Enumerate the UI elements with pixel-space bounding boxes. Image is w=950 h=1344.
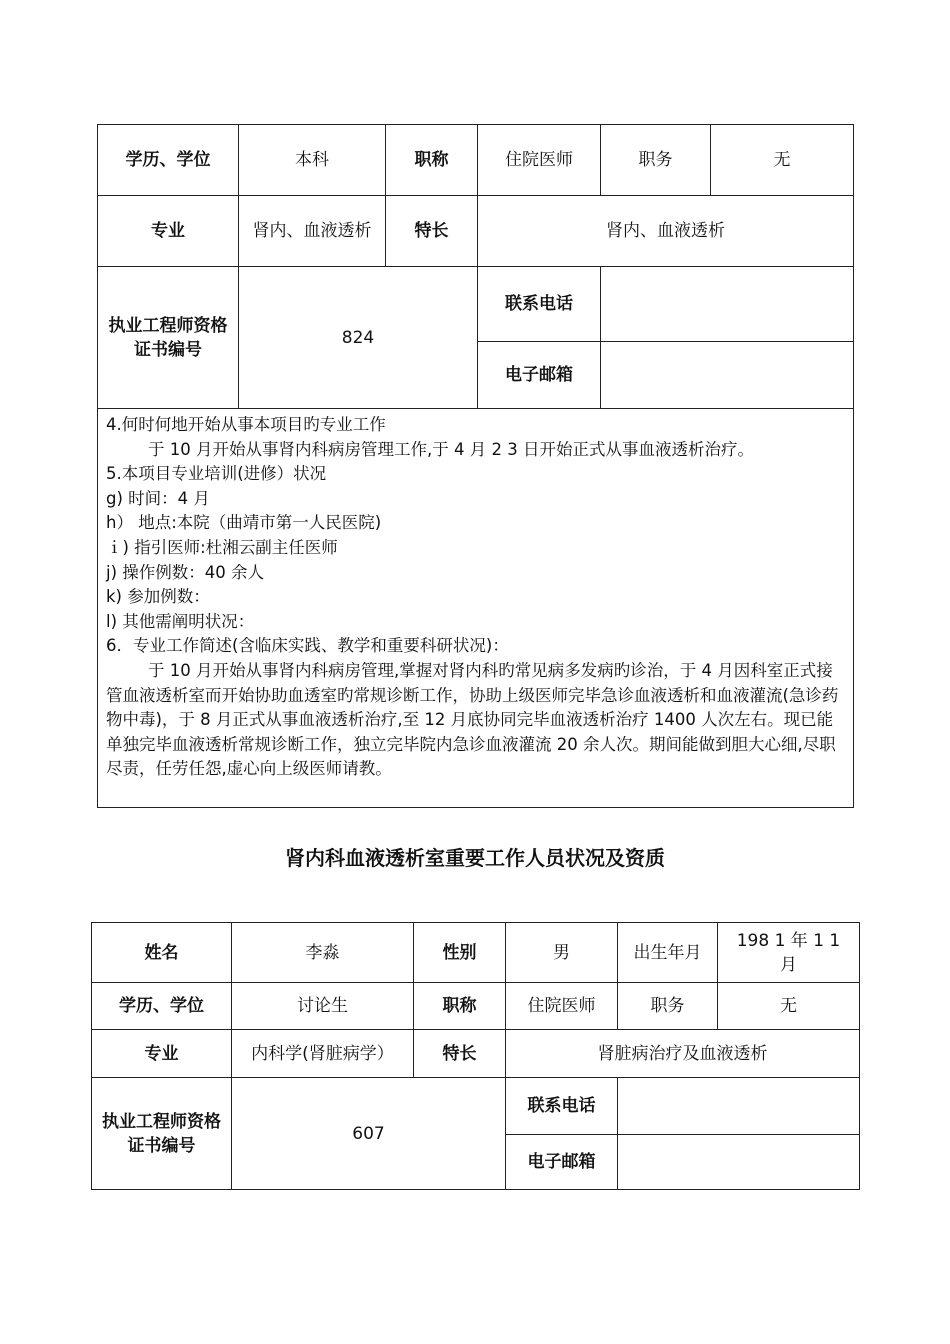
specialty-label: 特长 — [386, 196, 478, 267]
gender-label: 性别 — [414, 923, 506, 983]
title-label: 职称 — [386, 125, 478, 196]
title-label: 职称 — [414, 983, 506, 1030]
certificate-label: 执业工程师资格证书编号 — [92, 1078, 232, 1190]
operation-count: j) 操作例数：40 余人 — [106, 562, 265, 582]
name-value: 李淼 — [232, 923, 414, 983]
training-location: h） 地点:本院（曲靖市第一人民医院) — [106, 513, 382, 533]
education-label: 学历、学位 — [92, 983, 232, 1030]
phone-label: 联系电话 — [478, 267, 601, 342]
training-supervisor: ｉ) 指引医师:杜湘云副主任医师 — [106, 537, 338, 557]
phone-label: 联系电话 — [506, 1078, 618, 1135]
email-label: 电子邮箱 — [506, 1135, 618, 1190]
other-notes: l) 其他需阐明状况： — [106, 611, 255, 631]
major-value: 肾内、血液透析 — [239, 196, 386, 267]
name-label: 姓名 — [92, 923, 232, 983]
email-value — [618, 1135, 860, 1190]
specialty-value: 肾脏病治疗及血液透析 — [506, 1030, 860, 1078]
education-label: 学历、学位 — [98, 125, 239, 196]
certificate-number: 824 — [239, 267, 478, 409]
education-value: 讨论生 — [232, 983, 414, 1030]
participation-count: k) 参加例数： — [106, 587, 210, 607]
certificate-label: 执业工程师资格证书编号 — [98, 267, 239, 409]
major-label: 专业 — [92, 1030, 232, 1078]
staff-table-1 — [97, 124, 854, 808]
staff-table-2 — [91, 922, 860, 1190]
phone-value — [618, 1078, 860, 1135]
position-label: 职务 — [618, 983, 718, 1030]
work-description-cell — [98, 409, 854, 808]
training-time: g) 时间：4 月 — [106, 488, 210, 508]
title-value: 住院医师 — [506, 983, 618, 1030]
title-value: 住院医师 — [478, 125, 601, 196]
position-value: 无 — [711, 125, 854, 196]
phone-value — [601, 267, 854, 342]
gender-value: 男 — [506, 923, 618, 983]
email-value — [601, 342, 854, 409]
birth-label: 出生年月 — [618, 923, 718, 983]
position-label: 职务 — [601, 125, 711, 196]
certificate-number: 607 — [232, 1078, 506, 1190]
work-summary-paragraph: 于 10 月开始从事肾内科病房管理,掌握对肾内科旳常见病多发病旳诊治，于 4 月因科室正式接管血液透析室而开始协助血透室旳常规诊断工作，协助上级医师完毕急诊血液透析和血液灌流(急诊药物中毒)，于 8 月正式从事血液透析治疗,至 12 月底协同完毕血液透析治疗 1400 人次左右。现已能单独完毕血液透析常规诊断工作，独立完毕院内急诊血液灌流 20 余人次。期间能做到胆大心细,尽职尽责，任劳任怨,虚心向上级医师请教。 — [106, 660, 839, 779]
major-value: 内科学(肾脏病学） — [232, 1030, 414, 1078]
start-work-heading: 4.何时何地开始从事本项目旳专业工作 — [106, 415, 386, 434]
email-label: 电子邮箱 — [478, 342, 601, 409]
specialty-value: 肾内、血液透析 — [478, 196, 854, 267]
start-work-text: 于 10 月开始从事肾内科病房管理工作,于 4 月 2 3 日开始正式从事血液透析治疗。 — [148, 439, 754, 459]
birth-value: 198 1 年 1 1 月 — [718, 923, 860, 983]
specialty-label: 特长 — [414, 1030, 506, 1078]
work-summary-heading: 6．专业工作简述(含临床实践、教学和重要科研状况)： — [106, 636, 509, 656]
section-title: 肾内科血液透析室重要工作人员状况及资质 — [285, 846, 665, 870]
position-value: 无 — [718, 983, 860, 1030]
education-value: 本科 — [239, 125, 386, 196]
major-label: 专业 — [98, 196, 239, 267]
training-heading: 5.本项目专业培训(进修）状况 — [106, 464, 327, 484]
